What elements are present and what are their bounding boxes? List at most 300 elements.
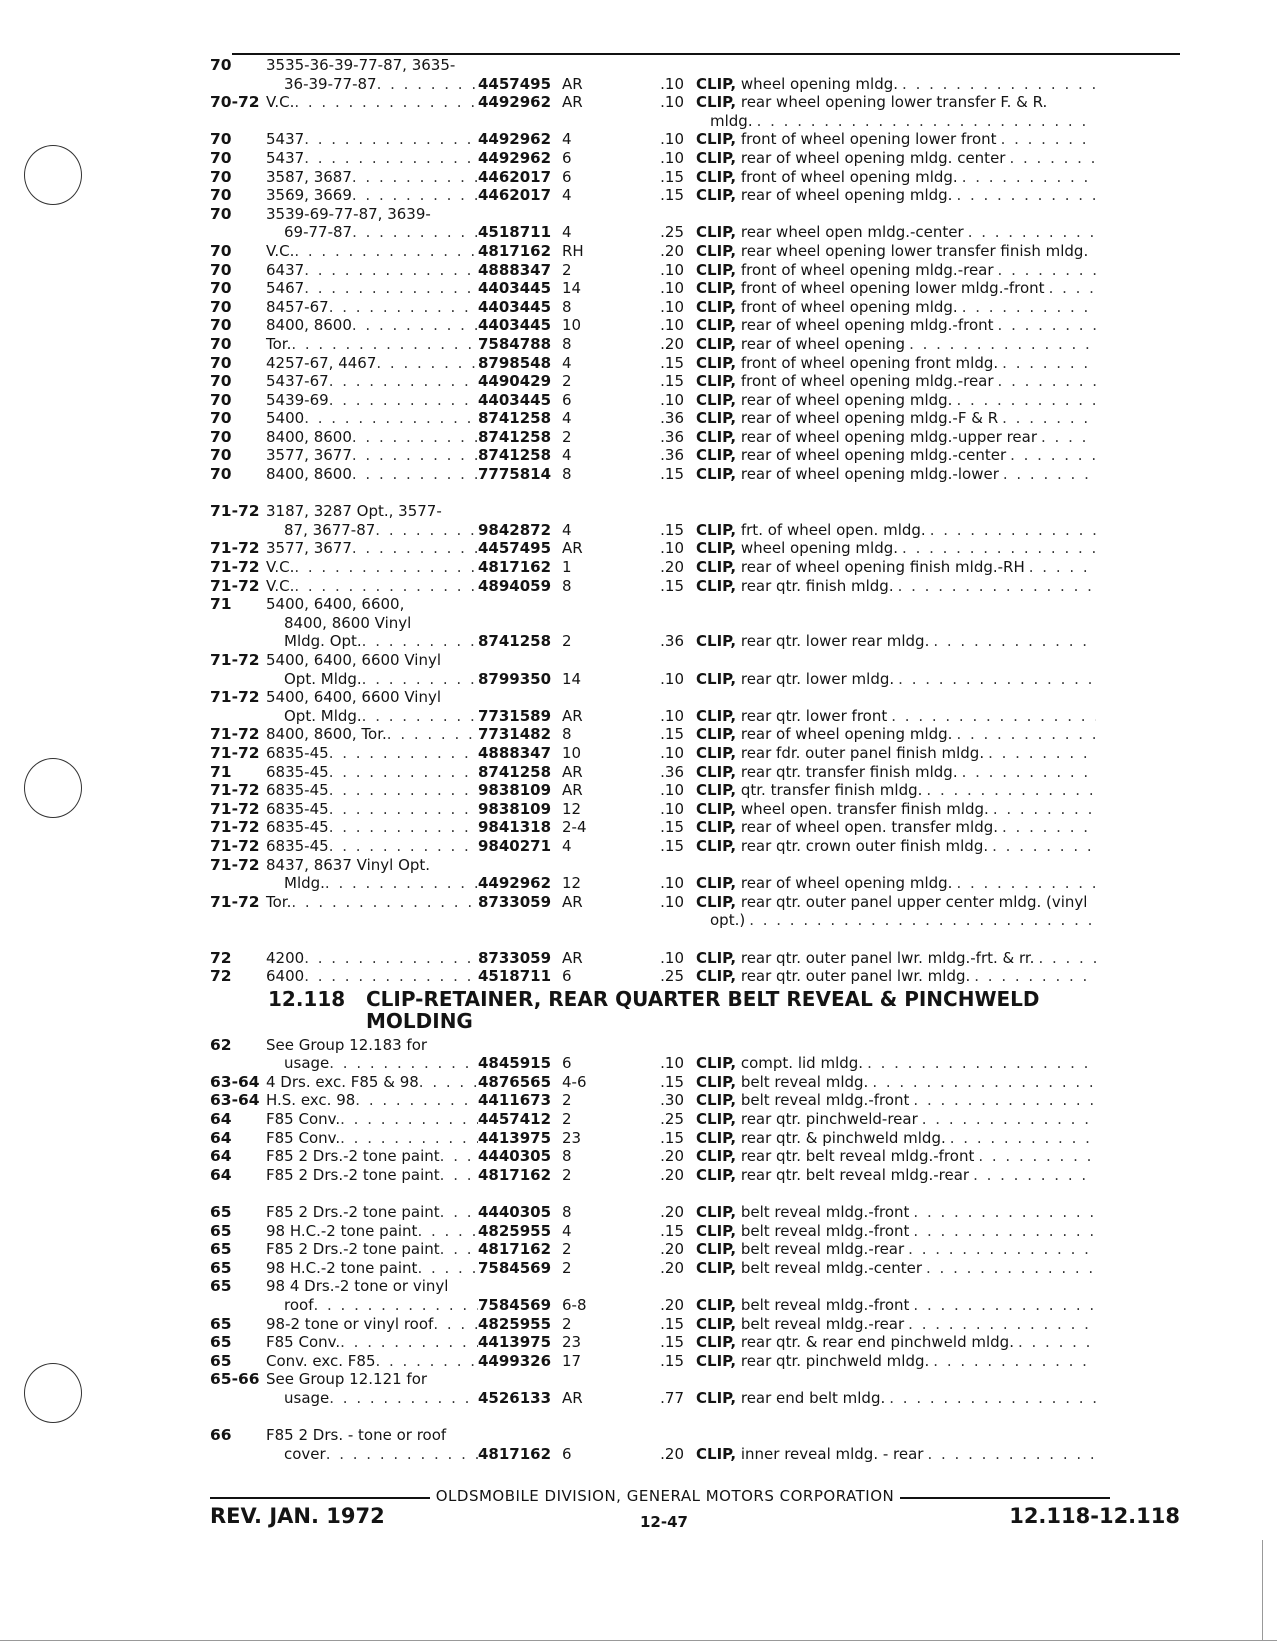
table-row <box>210 632 1180 651</box>
part-number: 7731482 <box>478 725 552 744</box>
group-number: 12.118 <box>268 986 346 1011</box>
model-year: 71 <box>210 595 232 614</box>
part-number: 8798548 <box>478 353 552 372</box>
part-usage-text <box>696 874 952 892</box>
model-description <box>266 521 478 539</box>
part-usage-detail: rear of wheel opening mldg.-upper rear <box>736 427 1037 446</box>
part-name: CLIP, <box>696 1147 737 1166</box>
part-number: 4457412 <box>478 1110 552 1129</box>
price: .20 <box>660 1296 684 1314</box>
part-usage <box>696 1222 1096 1240</box>
model-description <box>266 149 478 167</box>
price-usage-cell <box>604 837 1096 855</box>
table-row <box>210 242 1180 261</box>
model-description-text: F85 Conv. <box>266 1128 341 1147</box>
part-usage-text <box>696 354 998 372</box>
model-description <box>266 744 478 762</box>
price: .10 <box>660 1054 684 1073</box>
table-row <box>210 595 1180 614</box>
model-description-text: 3539-69-77-87, 3639- <box>266 204 431 223</box>
model-year: 70 <box>210 260 232 279</box>
price: .15 <box>660 725 684 744</box>
leader-dots <box>1029 558 1096 576</box>
leader-dots <box>329 391 478 409</box>
part-number: 8741258 <box>478 409 552 428</box>
part-usage-text <box>696 967 970 985</box>
part-usage-detail: rear end belt mldg. <box>736 1388 886 1407</box>
part-number: 7775814 <box>478 465 552 484</box>
part-usage-text <box>696 149 1005 167</box>
model-description-text: F85 2 Drs. - tone or roof <box>266 1426 447 1445</box>
part-name: CLIP, <box>696 353 737 372</box>
table-row <box>210 93 1180 112</box>
price-usage-cell <box>604 725 1096 743</box>
price-usage-cell <box>604 539 1096 557</box>
model-description <box>266 502 478 520</box>
model-year: 71-72 <box>210 799 260 818</box>
leader-dots <box>294 242 478 260</box>
model-description-text: F85 Conv. <box>266 1110 341 1129</box>
part-usage <box>696 1389 1096 1407</box>
part-usage-text <box>696 763 958 781</box>
price-usage-cell <box>604 112 1096 130</box>
part-usage-detail: front of wheel opening lower front <box>736 130 997 149</box>
part-number: 4492962 <box>478 874 552 893</box>
part-number: 4411673 <box>478 1091 552 1110</box>
part-usage-detail: compt. lid mldg. <box>736 1054 864 1073</box>
quantity: 8 <box>562 465 572 484</box>
table-row <box>210 1389 1180 1408</box>
part-usage-detail: rear of wheel opening <box>736 334 906 353</box>
leader-dots <box>1002 409 1096 427</box>
model-description <box>266 93 478 111</box>
part-name: CLIP, <box>696 1203 737 1222</box>
part-usage-text <box>696 893 1087 911</box>
table-row <box>210 186 1180 205</box>
part-number: 4490429 <box>478 372 552 391</box>
part-name: CLIP, <box>696 799 737 818</box>
table-row <box>210 261 1180 280</box>
part-usage <box>696 242 1096 260</box>
price: .10 <box>660 706 684 725</box>
leader-dots <box>352 316 478 334</box>
price-usage-cell <box>604 800 1096 818</box>
part-name: CLIP, <box>696 1072 737 1091</box>
model-description <box>266 763 478 781</box>
part-number: 4526133 <box>478 1388 552 1407</box>
price-usage-cell <box>604 893 1096 911</box>
leader-dots <box>329 781 478 799</box>
row-gap <box>210 930 1180 949</box>
quantity: 10 <box>562 743 582 762</box>
model-year: 71-72 <box>210 818 260 837</box>
model-description <box>266 1129 478 1147</box>
model-description <box>266 354 478 372</box>
part-usage-text <box>696 1389 885 1407</box>
model-description <box>266 56 478 74</box>
model-description-text: 5437 <box>266 148 305 167</box>
part-name: CLIP, <box>696 1110 737 1129</box>
price: .15 <box>660 1221 684 1240</box>
part-usage <box>696 149 1096 167</box>
part-usage-detail: qtr. transfer finish mldg. <box>736 781 923 800</box>
model-description-text: 5439-69 <box>266 390 329 409</box>
model-description-text: H.S. exc. 98 <box>266 1091 356 1110</box>
model-description <box>266 1296 478 1314</box>
leader-dots <box>956 725 1096 743</box>
part-usage-text <box>696 632 929 650</box>
leader-dots <box>927 1445 1096 1463</box>
price: .15 <box>660 1314 684 1333</box>
table-row <box>210 893 1180 912</box>
model-description <box>266 1370 478 1388</box>
model-description <box>266 781 478 799</box>
leader-dots <box>1010 446 1096 464</box>
leader-dots <box>304 130 478 148</box>
part-usage <box>696 354 1096 372</box>
binder-hole-top <box>24 145 82 205</box>
quantity: 4 <box>562 186 572 205</box>
model-year: 62 <box>210 1035 232 1054</box>
part-usage <box>696 1203 1096 1221</box>
table-row <box>210 874 1180 893</box>
part-usage-detail: rear wheel open mldg.-center <box>736 223 964 242</box>
price-usage-cell <box>604 298 1096 316</box>
part-name: CLIP, <box>696 874 737 893</box>
price-usage-cell <box>604 261 1096 279</box>
part-usage <box>696 261 1096 279</box>
model-year: 71-72 <box>210 725 260 744</box>
part-usage-detail: rear of wheel opening mldg. <box>736 874 953 893</box>
price: .30 <box>660 1091 684 1110</box>
part-number: 4403445 <box>478 316 552 335</box>
part-number: 4518711 <box>478 967 552 986</box>
model-year: 70 <box>210 427 232 446</box>
leader-dots <box>329 1054 478 1072</box>
quantity: AR <box>562 781 583 800</box>
part-usage-text <box>696 577 894 595</box>
leader-dots <box>313 1296 478 1314</box>
table-row <box>210 763 1180 782</box>
part-number: 4457495 <box>478 74 552 93</box>
part-usage <box>696 632 1096 650</box>
footer-rule-left <box>210 1497 430 1499</box>
model-description-text: 3535-36-39-77-87, 3635- <box>266 56 456 74</box>
model-description <box>266 949 478 967</box>
leader-dots <box>913 1222 1096 1240</box>
model-description <box>266 1352 478 1370</box>
leader-dots <box>913 1296 1096 1314</box>
model-year: 71-72 <box>210 855 260 874</box>
part-usage-detail: rear qtr. outer panel upper center mldg. (vinyl <box>736 892 1088 911</box>
leader-dots <box>926 781 1096 799</box>
price-usage-cell <box>604 1296 1096 1314</box>
footer-rule-right <box>890 1497 1110 1499</box>
part-usage <box>696 763 1096 781</box>
part-usage-text <box>696 465 999 483</box>
leader-dots <box>294 577 478 595</box>
part-number: 4462017 <box>478 186 552 205</box>
leader-dots <box>329 763 478 781</box>
model-description <box>266 632 478 650</box>
model-year: 70 <box>210 167 232 186</box>
model-description-text: 3577, 3677 <box>266 539 352 558</box>
model-description-text: V.C. <box>266 576 295 595</box>
price-usage-cell <box>604 409 1096 427</box>
model-description-text: 5437 <box>266 130 305 149</box>
part-usage-text <box>696 186 952 204</box>
price-usage-cell <box>604 168 1096 186</box>
model-year: 70 <box>210 130 232 149</box>
model-description-text: Tor. <box>266 334 292 353</box>
part-usage <box>696 967 1096 985</box>
part-usage-detail: rear qtr. outer panel lwr. mldg. <box>736 967 971 986</box>
table-row <box>210 521 1180 540</box>
part-usage <box>696 1054 1096 1072</box>
model-description-text: V.C. <box>266 558 295 577</box>
leader-dots <box>417 1222 478 1240</box>
part-number: 7584569 <box>478 1296 552 1314</box>
quantity: 17 <box>562 1351 582 1370</box>
table-row <box>210 856 1180 875</box>
leader-dots <box>440 1147 478 1165</box>
leader-dots <box>325 874 478 892</box>
parts-table-previous-group <box>210 56 1180 986</box>
quantity: 2 <box>562 427 572 446</box>
footer-group-range: 12.118-12.118 <box>1009 1504 1180 1528</box>
price: .15 <box>660 465 684 484</box>
part-usage <box>696 1147 1096 1165</box>
table-row <box>210 967 1180 986</box>
model-description <box>266 1389 478 1407</box>
leader-dots <box>913 1091 1096 1109</box>
table-row <box>210 279 1180 298</box>
model-description <box>266 1426 478 1444</box>
leader-dots <box>1002 354 1096 372</box>
model-description-text: 6835-45 <box>266 781 329 800</box>
part-number: 4499326 <box>478 1351 552 1370</box>
part-number: 9840271 <box>478 836 552 855</box>
leader-dots <box>909 335 1096 353</box>
table-row <box>210 56 1180 75</box>
price-usage-cell <box>604 372 1096 390</box>
part-usage-text <box>696 1240 904 1258</box>
part-name: CLIP, <box>696 1165 737 1184</box>
leader-dots <box>1001 130 1096 148</box>
part-name: CLIP, <box>696 576 737 595</box>
model-description <box>266 800 478 818</box>
model-year: 70 <box>210 446 232 465</box>
model-description <box>266 223 478 241</box>
model-description-text: 5467 <box>266 279 305 298</box>
model-year: 64 <box>210 1128 232 1147</box>
quantity: 4 <box>562 353 572 372</box>
price-usage-cell <box>604 1203 1096 1221</box>
quantity: 14 <box>562 669 582 688</box>
part-number: 8741258 <box>478 762 552 781</box>
part-number: 4825955 <box>478 1314 552 1333</box>
price: .15 <box>660 836 684 855</box>
leader-dots <box>992 837 1096 855</box>
part-name: CLIP, <box>696 836 737 855</box>
leader-dots <box>867 1054 1096 1072</box>
part-number: 7584788 <box>478 334 552 353</box>
table-row <box>210 1259 1180 1278</box>
price: .20 <box>660 1165 684 1184</box>
part-name: CLIP, <box>696 948 737 967</box>
model-description-text: 5400, 6400, 6600, <box>266 595 405 614</box>
model-year: 65 <box>210 1351 232 1370</box>
table-row <box>210 1352 1180 1371</box>
part-usage-text <box>696 391 952 409</box>
model-description <box>266 577 478 595</box>
model-description <box>266 558 478 576</box>
table-row <box>210 409 1180 428</box>
part-usage <box>696 521 1096 539</box>
model-year: 64 <box>210 1110 232 1129</box>
model-description <box>266 707 478 725</box>
model-description <box>266 1277 478 1295</box>
quantity: 4 <box>562 520 572 539</box>
part-usage-text <box>696 1315 904 1333</box>
part-usage-detail: belt reveal mldg.-front <box>736 1296 910 1314</box>
model-year: 70 <box>210 465 232 484</box>
model-year: 64 <box>210 1147 232 1166</box>
leader-dots <box>908 1240 1096 1258</box>
model-year: 71-72 <box>210 651 260 669</box>
part-number: 4518711 <box>478 223 552 242</box>
parts-listing <box>210 56 1180 1463</box>
model-description-text: Opt. Mldg. <box>284 669 362 688</box>
part-usage <box>696 725 1096 743</box>
part-number: 4440305 <box>478 1203 552 1222</box>
model-year: 70 <box>210 390 232 409</box>
part-usage-detail: rear qtr. outer panel lwr. mldg.-frt. & rr. <box>736 948 1035 967</box>
part-usage-text <box>696 242 1088 260</box>
price: .25 <box>660 223 684 242</box>
leader-dots <box>933 632 1096 650</box>
part-usage <box>696 298 1096 316</box>
quantity: AR <box>562 93 583 112</box>
footer-division: OLDSMOBILE DIVISION, GENERAL MOTORS CORPORATION <box>430 1487 900 1505</box>
price: .20 <box>660 1240 684 1259</box>
part-number: 4817162 <box>478 1165 552 1184</box>
part-usage <box>696 837 1096 855</box>
part-usage-detail: belt reveal mldg.-center <box>736 1258 922 1277</box>
leader-dots <box>1049 279 1096 297</box>
part-name: CLIP, <box>696 297 737 316</box>
model-description-text: 3187, 3287 Opt., 3577- <box>266 502 442 521</box>
part-number: 4462017 <box>478 167 552 186</box>
part-usage-text <box>696 428 1037 446</box>
part-usage <box>696 465 1096 483</box>
leader-dots <box>988 744 1096 762</box>
price-usage-cell <box>604 186 1096 204</box>
part-usage <box>696 335 1096 353</box>
leader-dots <box>749 911 1096 929</box>
model-description <box>266 391 478 409</box>
leader-dots <box>291 893 478 911</box>
table-row <box>210 502 1180 521</box>
model-year: 70 <box>210 186 232 205</box>
table-row <box>210 1370 1180 1389</box>
part-usage <box>696 75 1096 93</box>
model-description-text: usage <box>284 1388 330 1407</box>
model-year: 66 <box>210 1426 232 1445</box>
table-row <box>210 818 1180 837</box>
group-title-line1: CLIP-RETAINER, REAR QUARTER BELT REVEAL & PINCHWELD <box>366 986 1040 1011</box>
part-usage-detail: rear qtr. crown outer finish mldg. <box>736 836 989 855</box>
model-description-text: 8457-67 <box>266 297 329 316</box>
quantity: 8 <box>562 297 572 316</box>
part-number: 9838109 <box>478 781 552 800</box>
leader-dots <box>440 1240 478 1258</box>
price-usage-cell <box>604 781 1096 799</box>
quantity: 8 <box>562 334 572 353</box>
part-usage-detail: rear of wheel opening mldg. center <box>736 148 1006 167</box>
part-number: 4894059 <box>478 576 552 595</box>
price: .20 <box>660 1203 684 1222</box>
part-usage <box>696 781 1096 799</box>
model-year: 63-64 <box>210 1091 260 1110</box>
model-description <box>266 130 478 148</box>
leader-dots <box>993 800 1096 818</box>
quantity: 12 <box>562 799 582 818</box>
leader-dots <box>329 818 478 836</box>
part-usage-text <box>696 223 964 241</box>
part-usage-text <box>696 1166 969 1184</box>
quantity: 2 <box>562 1110 572 1129</box>
part-number: 4403445 <box>478 279 552 298</box>
part-name: CLIP, <box>696 1333 737 1352</box>
table-row <box>210 112 1180 131</box>
model-description <box>266 186 478 204</box>
quantity: AR <box>562 74 583 93</box>
price: .20 <box>660 334 684 353</box>
model-description <box>266 168 478 186</box>
leader-dots <box>974 967 1096 985</box>
price: .10 <box>660 74 684 93</box>
part-usage-detail: belt reveal mldg.-rear <box>736 1314 905 1333</box>
part-usage-text <box>696 1129 946 1147</box>
leader-dots <box>340 1110 478 1128</box>
part-usage-detail: rear qtr. & rear end pinchweld mldg. <box>736 1333 1014 1352</box>
model-description-text: 8400, 8600 Vinyl <box>284 613 412 632</box>
quantity: AR <box>562 948 583 967</box>
leader-dots <box>956 391 1096 409</box>
part-usage <box>696 1315 1096 1333</box>
leader-dots <box>355 1091 478 1109</box>
part-number: 4413975 <box>478 1128 552 1147</box>
leader-dots <box>352 168 478 186</box>
model-year: 72 <box>210 967 232 986</box>
price: .15 <box>660 1351 684 1370</box>
part-name: CLIP, <box>696 260 737 279</box>
leader-dots <box>933 1352 1096 1370</box>
part-usage-text <box>696 818 998 836</box>
price: .15 <box>660 576 684 595</box>
price-usage-cell <box>604 354 1096 372</box>
leader-dots <box>352 446 478 464</box>
price: .25 <box>660 967 684 986</box>
price-usage-cell <box>604 1445 1096 1463</box>
table-row <box>210 1166 1180 1185</box>
price: .20 <box>660 241 684 260</box>
price: .10 <box>660 390 684 409</box>
price-usage-cell <box>604 1333 1096 1351</box>
model-year: 71-72 <box>210 892 260 911</box>
leader-dots <box>377 75 478 93</box>
